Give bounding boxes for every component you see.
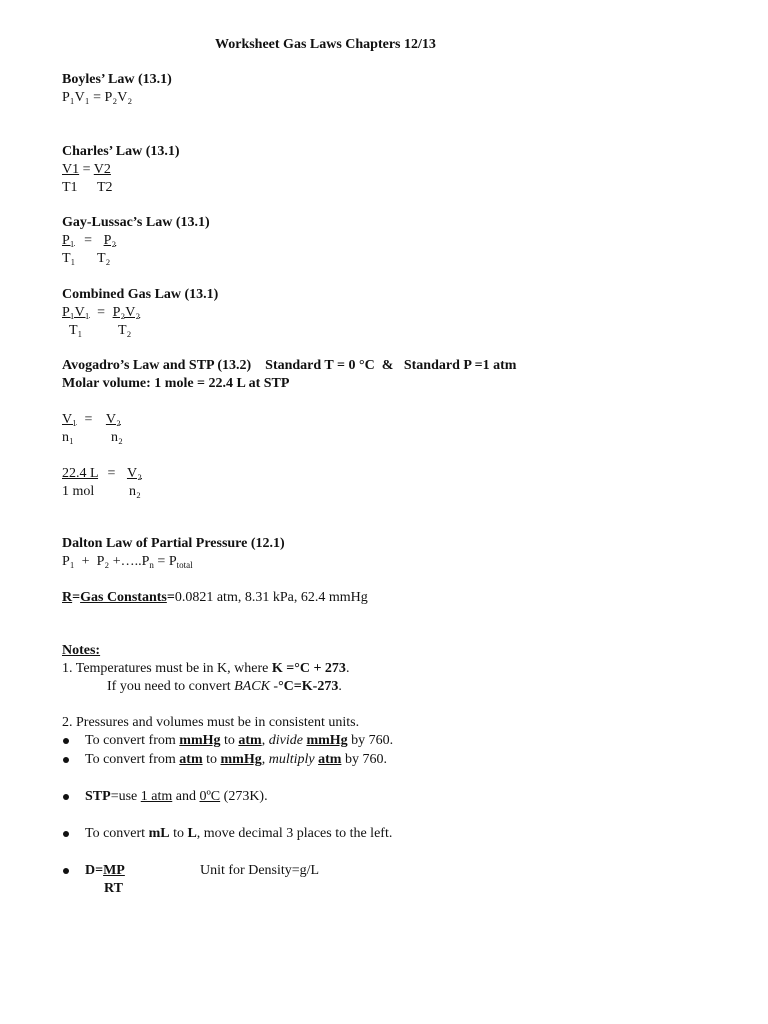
avogadro-example-v2: V₂ [126, 466, 142, 481]
note-1-bold: K =°C + 273 [271, 661, 346, 676]
gas-constant-label: Gas Constants [80, 590, 167, 605]
b4-e: , move decimal 3 places to the left. [196, 826, 393, 841]
b4-d: L [187, 826, 197, 841]
dalton-sub-n: n [149, 560, 154, 570]
note-1b-text: If you need to convert [107, 679, 235, 694]
avogadro-n1: n₁ [62, 430, 74, 445]
gas-constant-values: 0.0821 atm, 8.31 kPa, 62.4 mmHg [174, 590, 368, 605]
bullet-3-dot [63, 794, 69, 800]
gay-lussac-p1: P₁ [62, 233, 75, 248]
bullet-5-dot [63, 868, 69, 874]
avogadro-eq: = [84, 412, 93, 427]
b5-a: D= [85, 863, 104, 878]
b2-c: to [202, 752, 221, 767]
bullet-2 [85, 751, 387, 769]
note-1b-mid: - [269, 679, 279, 694]
b2-f: multiply [268, 752, 315, 767]
b2-h: atm [318, 752, 342, 767]
b2-a: To convert from [85, 752, 180, 767]
b1-b: mmHg [179, 733, 221, 748]
note-1b-italic: BACK [234, 679, 270, 694]
gay-lussac-heading: Gay-Lussac’s Law (13.1) [62, 215, 210, 230]
gas-constant-r: R [62, 590, 73, 605]
combined-num2: P₂V₂ [112, 305, 141, 320]
combined-heading: Combined Gas Law (13.1) [62, 287, 219, 302]
dalton-formula-mid: = P [153, 554, 177, 569]
bullet-5 [85, 862, 125, 880]
b3-c: 1 atm [140, 789, 173, 804]
dalton-formula-prefix: P₁ + P₂ +…..P [62, 554, 150, 569]
b3-f: (273K). [220, 789, 268, 804]
bullet-3 [85, 788, 268, 806]
b3-d: and [172, 789, 200, 804]
dalton-sub-total: total [176, 560, 193, 570]
bullet-4 [85, 825, 392, 843]
avogadro-formula-top [62, 411, 121, 429]
charles-eq: = [82, 162, 91, 177]
charles-v1: V1 [62, 162, 80, 177]
b1-e: , [261, 733, 269, 748]
note-1-end: . [345, 661, 350, 676]
avogadro-v1: V₁ [62, 412, 77, 427]
b4-a: To convert [85, 826, 149, 841]
b2-b: atm [179, 752, 203, 767]
avogadro-n2: n₂ [111, 430, 123, 445]
b1-a: To convert from [85, 733, 180, 748]
dalton-heading: Dalton Law of Partial Pressure (12.1) [62, 536, 285, 551]
bullet-1-dot [63, 738, 69, 744]
gay-lussac-t1: T₁ [62, 251, 76, 266]
page-title: Worksheet Gas Laws Chapters 12/13 [215, 37, 436, 52]
charles-t1: T1 [62, 180, 78, 195]
molar-volume: Molar volume: 1 mole = 22.4 L at STP [62, 376, 290, 391]
b2-e: , [261, 752, 269, 767]
charles-formula-top [62, 161, 111, 179]
boyles-formula: P₁V₁ = P₂V₂ [62, 90, 133, 105]
gay-lussac-p2: P₂ [103, 233, 117, 248]
avogadro-v2: V₂ [105, 412, 121, 427]
bullet-2-dot [63, 757, 69, 763]
b3-a: STP [85, 789, 111, 804]
charles-t2: T2 [97, 180, 113, 195]
charles-heading: Charles’ Law (13.1) [62, 144, 180, 159]
b1-f: divide [268, 733, 303, 748]
note-2: 2. Pressures and volumes must be in consistent units. [62, 715, 360, 730]
b1-i: by 760. [347, 733, 394, 748]
note-1 [62, 660, 349, 678]
b5-b: MP [103, 863, 125, 878]
density-unit: Unit for Density=g/L [200, 863, 320, 878]
avogadro-example-num: 22.4 L [62, 466, 99, 481]
gas-constant-line [62, 589, 368, 607]
boyles-heading: Boyles’ Law (13.1) [62, 72, 172, 87]
avogadro-example-top [62, 465, 142, 483]
bullet-4-dot [63, 831, 69, 837]
b3-e: 0ºC [199, 789, 221, 804]
combined-t1: T₁ [69, 323, 83, 338]
avogadro-example-den: 1 mol [62, 484, 95, 499]
combined-t2: T₂ [118, 323, 132, 338]
bullet-1 [85, 732, 393, 750]
b1-h: mmHg [306, 733, 348, 748]
combined-formula-top [62, 304, 140, 322]
b1-c: to [220, 733, 239, 748]
b3-b: =use [110, 789, 141, 804]
b4-b: mL [148, 826, 170, 841]
avogadro-heading: Avogadro’s Law and STP (13.2) Standard T = 0 °C & Standard P =1 atm [62, 358, 517, 373]
combined-eq: = [97, 305, 106, 320]
gay-lussac-t2: T₂ [97, 251, 111, 266]
b1-d: atm [238, 733, 262, 748]
b2-i: by 760. [341, 752, 387, 767]
density-denominator: RT [104, 881, 123, 896]
note-1b-end: . [338, 679, 342, 694]
b4-c: to [169, 826, 188, 841]
avogadro-example-eq: = [107, 466, 116, 481]
dalton-formula [62, 553, 193, 571]
avogadro-example-n2: n₂ [129, 484, 141, 499]
b2-d: mmHg [220, 752, 262, 767]
gas-constant-eq2: = [166, 590, 175, 605]
charles-v2: V2 [93, 162, 111, 177]
note-1-text: 1. Temperatures must be in K, where [62, 661, 272, 676]
gay-lussac-formula-top [62, 232, 116, 250]
gas-constant-eq1: = [72, 590, 81, 605]
notes-heading: Notes: [62, 643, 101, 658]
note-1b-bold: °C=K-273 [278, 679, 339, 694]
note-1b [107, 678, 342, 696]
combined-num1: P₁V₁ [62, 305, 90, 320]
gay-lussac-eq: = [84, 233, 93, 248]
